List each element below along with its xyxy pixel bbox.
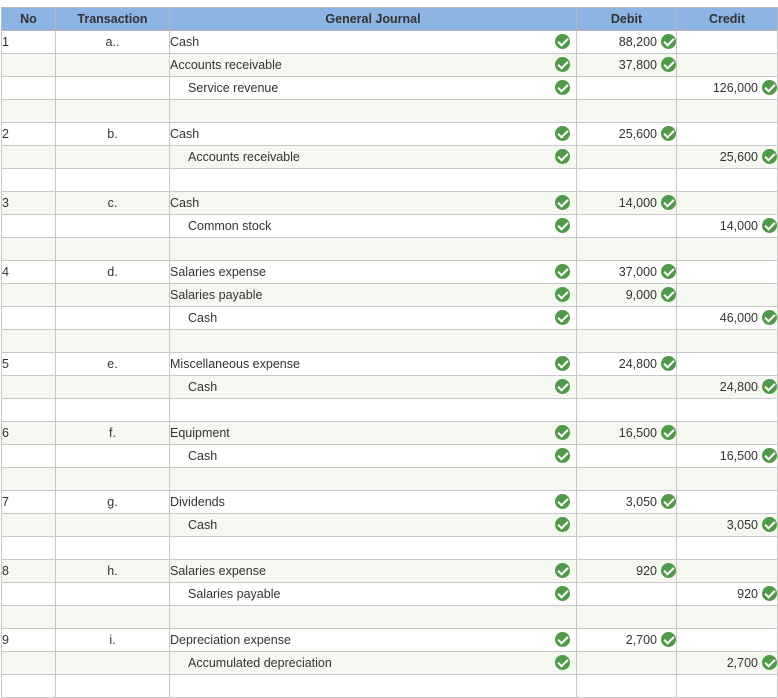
- journal-row: [2, 54, 778, 77]
- account-cell[interactable]: [170, 652, 577, 675]
- account-cell-text: Dividends: [170, 495, 225, 509]
- debit-cell[interactable]: [577, 146, 677, 169]
- account-cell[interactable]: [170, 560, 577, 583]
- debit-cell[interactable]: [577, 77, 677, 100]
- account-cell[interactable]: [170, 31, 577, 54]
- header-row: [2, 8, 778, 31]
- general-journal-table: [1, 7, 778, 698]
- transaction-cell: [56, 31, 170, 54]
- check-icon: [555, 149, 570, 164]
- no-cell-text: 2: [2, 127, 9, 141]
- transaction-cell: [56, 215, 170, 238]
- journal-row: [2, 560, 778, 583]
- no-cell: [2, 238, 56, 261]
- no-cell-text: 9: [2, 633, 9, 647]
- transaction-cell: [56, 445, 170, 468]
- journal-row: [2, 514, 778, 537]
- transaction-cell-text: b.: [107, 127, 118, 141]
- credit-cell-text: 25,600: [719, 150, 758, 164]
- account-cell[interactable]: [170, 307, 577, 330]
- journal-row: [2, 123, 778, 146]
- credit-cell[interactable]: [677, 376, 778, 399]
- debit-cell-text: 25,600: [618, 127, 657, 141]
- transaction-cell: [56, 468, 170, 491]
- account-cell[interactable]: [170, 675, 577, 698]
- check-icon: [555, 425, 570, 440]
- no-cell: [2, 422, 56, 445]
- transaction-cell: [56, 353, 170, 376]
- no-cell-text: 8: [2, 564, 9, 578]
- transaction-cell: [56, 330, 170, 353]
- check-icon: [555, 126, 570, 141]
- transaction-cell: [56, 77, 170, 100]
- debit-cell-text: 37,800: [618, 58, 657, 72]
- transaction-cell: [56, 123, 170, 146]
- account-cell-text: Salaries expense: [170, 564, 266, 578]
- check-icon: [661, 195, 676, 210]
- account-cell[interactable]: [170, 629, 577, 652]
- credit-cell-text: 16,500: [719, 449, 758, 463]
- check-icon: [661, 34, 676, 49]
- transaction-cell: [56, 606, 170, 629]
- transaction-cell: [56, 284, 170, 307]
- check-icon: [661, 57, 676, 72]
- transaction-cell-text: d.: [107, 265, 118, 279]
- journal-row: [2, 468, 778, 491]
- transaction-cell: [56, 261, 170, 284]
- check-icon: [661, 264, 676, 279]
- journal-row: [2, 537, 778, 560]
- journal-row: [2, 146, 778, 169]
- debit-cell-text: 3,050: [625, 495, 657, 509]
- check-icon: [762, 379, 777, 394]
- debit-cell[interactable]: [577, 123, 677, 146]
- account-cell[interactable]: [170, 491, 577, 514]
- check-icon: [555, 287, 570, 302]
- credit-cell[interactable]: [677, 445, 778, 468]
- journal-row: [2, 169, 778, 192]
- account-cell[interactable]: [170, 468, 577, 491]
- account-cell[interactable]: [170, 100, 577, 123]
- account-cell-text: Accounts receivable: [188, 150, 300, 164]
- no-cell-text: 7: [2, 495, 9, 509]
- check-icon: [661, 287, 676, 302]
- no-cell: [2, 100, 56, 123]
- account-cell-text: Salaries expense: [170, 265, 266, 279]
- account-cell-text: Salaries payable: [188, 587, 281, 601]
- journal-row: [2, 399, 778, 422]
- transaction-cell: [56, 514, 170, 537]
- account-cell[interactable]: [170, 261, 577, 284]
- account-cell-text: Equipment: [170, 426, 230, 440]
- check-icon: [555, 57, 570, 72]
- header-credit: Credit: [677, 8, 778, 31]
- credit-cell-text: 14,000: [719, 219, 758, 233]
- debit-cell[interactable]: [577, 238, 677, 261]
- transaction-cell-text: c.: [107, 196, 118, 210]
- credit-cell[interactable]: [677, 215, 778, 238]
- credit-cell[interactable]: [677, 307, 778, 330]
- account-cell[interactable]: [170, 284, 577, 307]
- debit-cell-text: 16,500: [618, 426, 657, 440]
- transaction-cell: [56, 560, 170, 583]
- account-cell[interactable]: [170, 215, 577, 238]
- account-cell[interactable]: [170, 422, 577, 445]
- check-icon: [762, 218, 777, 233]
- check-icon: [661, 356, 676, 371]
- account-cell[interactable]: [170, 123, 577, 146]
- debit-cell[interactable]: [577, 652, 677, 675]
- check-icon: [555, 563, 570, 578]
- debit-cell[interactable]: [577, 514, 677, 537]
- no-cell: [2, 192, 56, 215]
- check-icon: [555, 80, 570, 95]
- debit-cell[interactable]: [577, 31, 677, 54]
- account-cell[interactable]: [170, 330, 577, 353]
- account-cell-text: Common stock: [188, 219, 272, 233]
- debit-cell[interactable]: [577, 192, 677, 215]
- no-cell: [2, 284, 56, 307]
- header-debit: Debit: [577, 8, 677, 31]
- account-cell[interactable]: [170, 77, 577, 100]
- no-cell: [2, 445, 56, 468]
- account-cell-text: Cash: [170, 196, 200, 210]
- debit-cell[interactable]: [577, 445, 677, 468]
- check-icon: [555, 655, 570, 670]
- credit-cell[interactable]: [677, 100, 778, 123]
- no-cell: [2, 652, 56, 675]
- transaction-cell: [56, 146, 170, 169]
- credit-cell-text: 24,800: [719, 380, 758, 394]
- credit-cell[interactable]: [677, 353, 778, 376]
- transaction-cell-text: g.: [107, 495, 118, 509]
- account-cell[interactable]: [170, 353, 577, 376]
- no-cell: [2, 606, 56, 629]
- no-cell: [2, 491, 56, 514]
- journal-row: [2, 261, 778, 284]
- check-icon: [555, 34, 570, 49]
- credit-cell[interactable]: [677, 629, 778, 652]
- debit-cell[interactable]: [577, 468, 677, 491]
- debit-cell[interactable]: [577, 560, 677, 583]
- account-cell-text: Salaries payable: [170, 288, 263, 302]
- account-cell-text: Service revenue: [188, 81, 279, 95]
- no-cell: [2, 376, 56, 399]
- credit-cell[interactable]: [677, 146, 778, 169]
- no-cell: [2, 537, 56, 560]
- credit-cell[interactable]: [677, 54, 778, 77]
- no-cell: [2, 77, 56, 100]
- check-icon: [555, 310, 570, 325]
- no-cell: [2, 583, 56, 606]
- account-cell[interactable]: [170, 54, 577, 77]
- no-cell: [2, 215, 56, 238]
- journal-row: [2, 583, 778, 606]
- debit-cell[interactable]: [577, 629, 677, 652]
- no-cell: [2, 123, 56, 146]
- journal-row: [2, 77, 778, 100]
- debit-cell-text: 37,000: [618, 265, 657, 279]
- transaction-cell: [56, 583, 170, 606]
- credit-cell[interactable]: [677, 77, 778, 100]
- credit-cell[interactable]: [677, 560, 778, 583]
- transaction-cell: [56, 537, 170, 560]
- check-icon: [555, 448, 570, 463]
- credit-cell[interactable]: [677, 330, 778, 353]
- transaction-cell: [56, 652, 170, 675]
- account-cell[interactable]: [170, 399, 577, 422]
- credit-cell-text: 3,050: [726, 518, 758, 532]
- no-cell-text: 1: [2, 35, 9, 49]
- no-cell: [2, 353, 56, 376]
- account-cell[interactable]: [170, 445, 577, 468]
- check-icon: [661, 563, 676, 578]
- no-cell: [2, 330, 56, 353]
- no-cell-text: 4: [2, 265, 9, 279]
- journal-row: [2, 376, 778, 399]
- check-icon: [555, 632, 570, 647]
- transaction-cell-text: a..: [105, 35, 120, 49]
- no-cell: [2, 169, 56, 192]
- journal-row: [2, 284, 778, 307]
- journal-row: [2, 353, 778, 376]
- check-icon: [661, 126, 676, 141]
- credit-cell[interactable]: [677, 514, 778, 537]
- debit-cell-text: 2,700: [625, 633, 657, 647]
- no-cell: [2, 629, 56, 652]
- debit-cell[interactable]: [577, 675, 677, 698]
- credit-cell-text: 46,000: [719, 311, 758, 325]
- debit-cell[interactable]: [577, 169, 677, 192]
- check-icon: [762, 149, 777, 164]
- account-cell[interactable]: [170, 606, 577, 629]
- debit-cell-text: 24,800: [618, 357, 657, 371]
- no-cell-text: 5: [2, 357, 9, 371]
- credit-cell[interactable]: [677, 583, 778, 606]
- account-cell-text: Cash: [170, 127, 200, 141]
- transaction-cell: [56, 100, 170, 123]
- transaction-cell: [56, 54, 170, 77]
- journal-row: [2, 192, 778, 215]
- account-cell[interactable]: [170, 146, 577, 169]
- journal-row: [2, 307, 778, 330]
- transaction-cell: [56, 675, 170, 698]
- transaction-cell: [56, 307, 170, 330]
- account-cell-text: Depreciation expense: [170, 633, 291, 647]
- credit-cell[interactable]: [677, 192, 778, 215]
- debit-cell[interactable]: [577, 537, 677, 560]
- debit-cell[interactable]: [577, 353, 677, 376]
- account-cell-text: Cash: [188, 380, 218, 394]
- account-cell-text: Accumulated depreciation: [188, 656, 332, 670]
- check-icon: [762, 448, 777, 463]
- check-icon: [661, 425, 676, 440]
- debit-cell[interactable]: [577, 307, 677, 330]
- journal-row: [2, 629, 778, 652]
- account-cell[interactable]: [170, 514, 577, 537]
- journal-row: [2, 445, 778, 468]
- debit-cell[interactable]: [577, 330, 677, 353]
- check-icon: [555, 586, 570, 601]
- credit-cell[interactable]: [677, 399, 778, 422]
- account-cell[interactable]: [170, 537, 577, 560]
- account-cell[interactable]: [170, 583, 577, 606]
- credit-cell-text: 126,000: [712, 81, 758, 95]
- credit-cell[interactable]: [677, 169, 778, 192]
- account-cell-text: Miscellaneous expense: [170, 357, 300, 371]
- account-cell-text: Cash: [170, 35, 200, 49]
- credit-cell[interactable]: [677, 675, 778, 698]
- transaction-cell: [56, 629, 170, 652]
- check-icon: [555, 264, 570, 279]
- header-no: No: [2, 8, 56, 31]
- account-cell[interactable]: [170, 376, 577, 399]
- check-icon: [762, 80, 777, 95]
- transaction-cell-text: f.: [109, 426, 116, 440]
- credit-cell[interactable]: [677, 31, 778, 54]
- account-cell[interactable]: [170, 238, 577, 261]
- journal-row: [2, 31, 778, 54]
- transaction-cell: [56, 491, 170, 514]
- journal-row: [2, 422, 778, 445]
- check-icon: [555, 356, 570, 371]
- journal-row: [2, 238, 778, 261]
- debit-cell[interactable]: [577, 215, 677, 238]
- debit-cell[interactable]: [577, 399, 677, 422]
- credit-cell[interactable]: [677, 123, 778, 146]
- account-cell[interactable]: [170, 192, 577, 215]
- no-cell: [2, 514, 56, 537]
- account-cell-text: Cash: [188, 449, 218, 463]
- journal-row: [2, 675, 778, 698]
- credit-cell[interactable]: [677, 238, 778, 261]
- transaction-cell: [56, 399, 170, 422]
- debit-cell-text: 920: [636, 564, 657, 578]
- transaction-cell: [56, 192, 170, 215]
- transaction-cell-text: i.: [109, 633, 116, 647]
- transaction-cell-text: e.: [107, 357, 118, 371]
- header-transaction: Transaction: [56, 8, 170, 31]
- credit-cell[interactable]: [677, 422, 778, 445]
- account-cell[interactable]: [170, 169, 577, 192]
- transaction-cell: [56, 422, 170, 445]
- check-icon: [661, 632, 676, 647]
- credit-cell[interactable]: [677, 537, 778, 560]
- journal-row: [2, 606, 778, 629]
- credit-cell-text: 920: [737, 587, 758, 601]
- check-icon: [555, 218, 570, 233]
- credit-cell[interactable]: [677, 652, 778, 675]
- debit-cell[interactable]: [577, 54, 677, 77]
- credit-cell[interactable]: [677, 606, 778, 629]
- debit-cell[interactable]: [577, 491, 677, 514]
- credit-cell[interactable]: [677, 284, 778, 307]
- debit-cell-text: 88,200: [618, 35, 657, 49]
- account-cell-text: Cash: [188, 518, 218, 532]
- account-cell-text: Accounts receivable: [170, 58, 282, 72]
- transaction-cell: [56, 238, 170, 261]
- check-icon: [555, 195, 570, 210]
- journal-row: [2, 330, 778, 353]
- debit-cell-text: 9,000: [625, 288, 657, 302]
- no-cell: [2, 261, 56, 284]
- no-cell: [2, 31, 56, 54]
- check-icon: [762, 586, 777, 601]
- no-cell: [2, 675, 56, 698]
- journal-body: [2, 31, 778, 698]
- no-cell: [2, 560, 56, 583]
- journal-row: [2, 652, 778, 675]
- no-cell-text: 3: [2, 196, 9, 210]
- account-cell-text: Cash: [188, 311, 218, 325]
- debit-cell[interactable]: [577, 583, 677, 606]
- credit-cell[interactable]: [677, 468, 778, 491]
- check-icon: [555, 517, 570, 532]
- no-cell: [2, 54, 56, 77]
- check-icon: [555, 494, 570, 509]
- no-cell: [2, 146, 56, 169]
- debit-cell[interactable]: [577, 606, 677, 629]
- transaction-cell: [56, 169, 170, 192]
- journal-row: [2, 100, 778, 123]
- check-icon: [762, 310, 777, 325]
- check-icon: [762, 517, 777, 532]
- debit-cell[interactable]: [577, 376, 677, 399]
- debit-cell[interactable]: [577, 422, 677, 445]
- credit-cell-text: 2,700: [726, 656, 758, 670]
- check-icon: [762, 655, 777, 670]
- debit-cell[interactable]: [577, 284, 677, 307]
- debit-cell[interactable]: [577, 100, 677, 123]
- transaction-cell: [56, 376, 170, 399]
- journal-row: [2, 491, 778, 514]
- debit-cell-text: 14,000: [618, 196, 657, 210]
- debit-cell[interactable]: [577, 261, 677, 284]
- header-general-journal: General Journal: [170, 8, 577, 31]
- transaction-cell-text: h.: [107, 564, 118, 578]
- credit-cell[interactable]: [677, 491, 778, 514]
- no-cell: [2, 468, 56, 491]
- check-icon: [661, 494, 676, 509]
- no-cell-text: 6: [2, 426, 9, 440]
- no-cell: [2, 307, 56, 330]
- no-cell: [2, 399, 56, 422]
- journal-row: [2, 215, 778, 238]
- credit-cell[interactable]: [677, 261, 778, 284]
- check-icon: [555, 379, 570, 394]
